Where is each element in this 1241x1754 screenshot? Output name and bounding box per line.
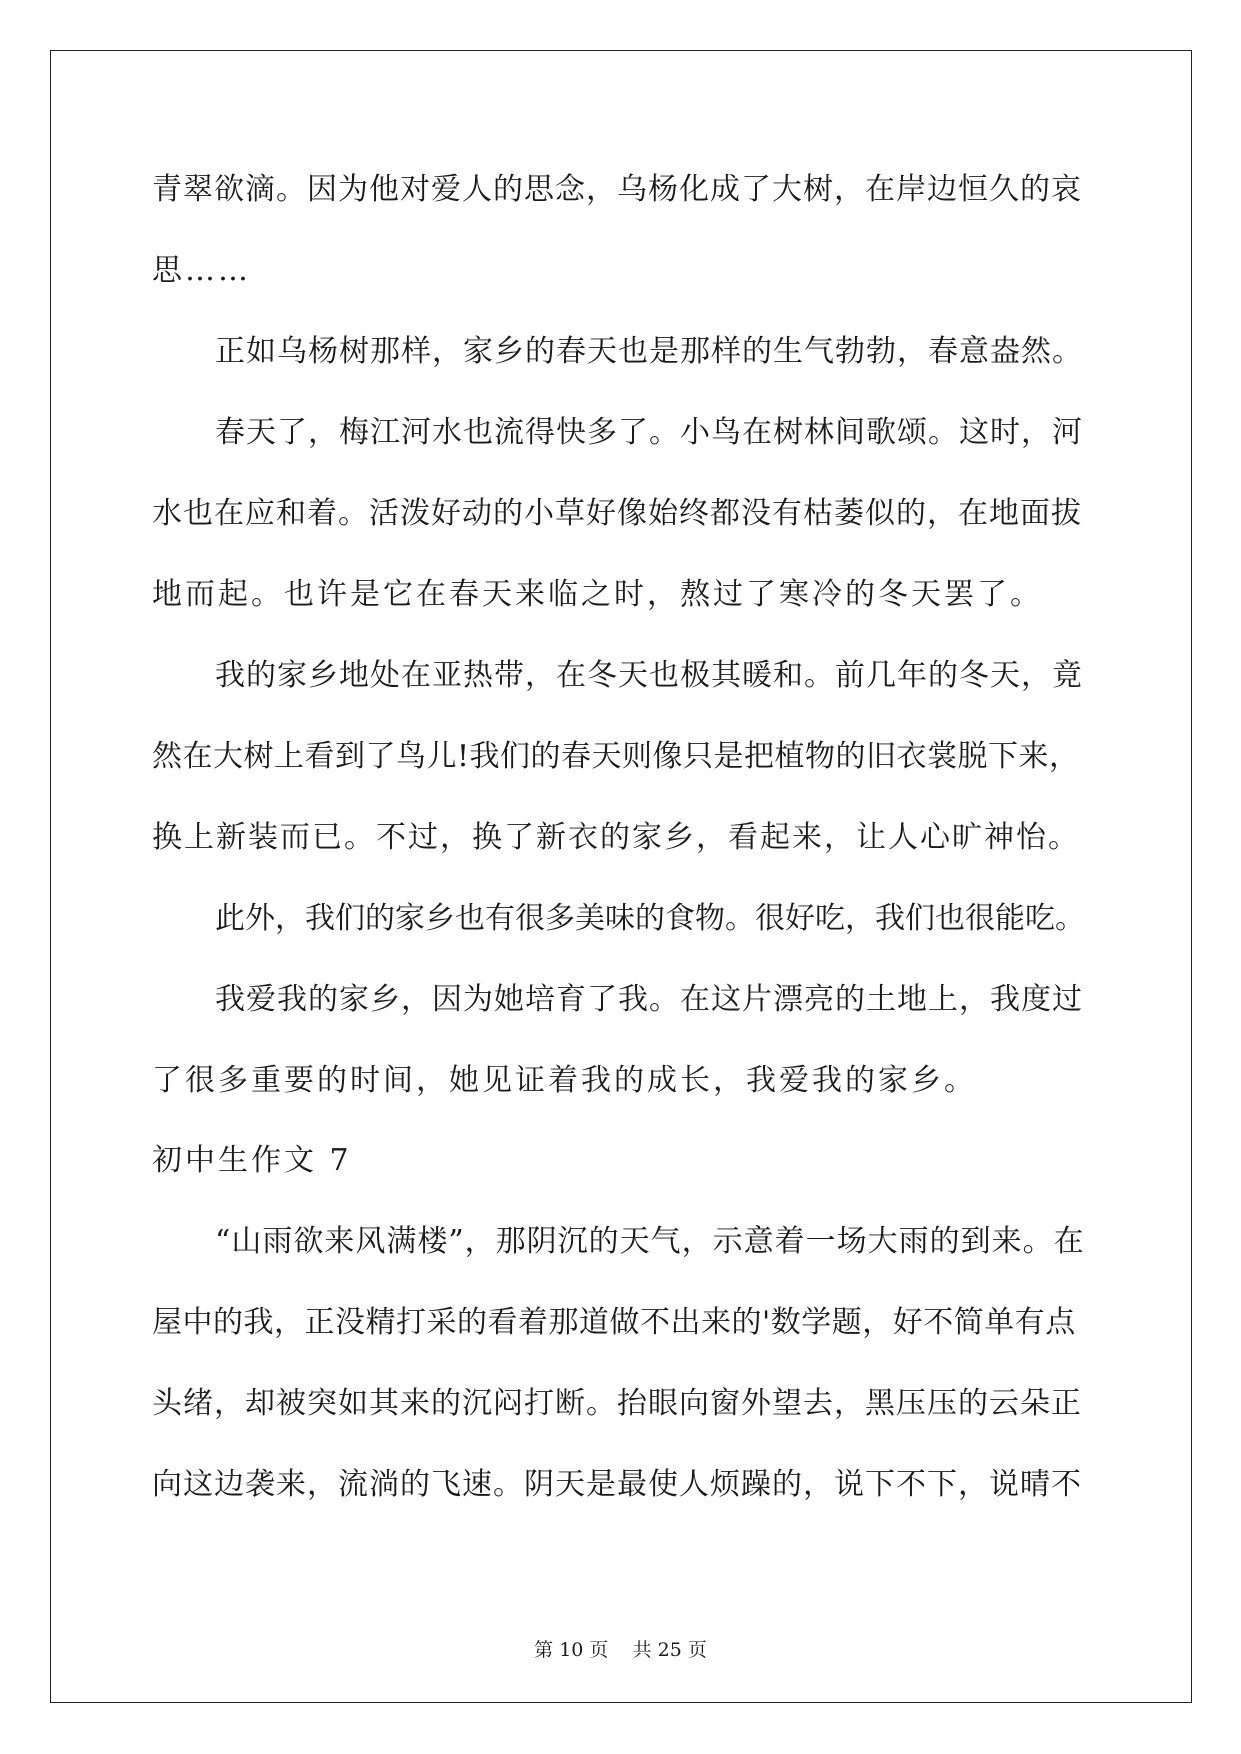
page-border: [50, 50, 1192, 1703]
text-line: 青翠欲滴。因为他对爱人的思念，乌杨化成了大树，在岸边恒久的哀: [152, 172, 1082, 207]
text-line: 头绪，却被突如其来的沉闷打断。抬眼向窗外望去，黑压压的云朵正: [152, 1386, 1082, 1421]
text-line: “山雨欲来风满楼”，那阴沉的天气，示意着一场大雨的到来。在: [215, 1224, 1085, 1259]
page-number-footer: 第 10 页 共 25 页: [534, 1639, 707, 1661]
text-line: 我的家乡地处在亚热带，在冬天也极其暖和。前几年的冬天，竟: [215, 658, 1083, 693]
text-line: 思……: [152, 253, 251, 288]
text-line: 换上新装而已。不过，换了新衣的家乡，看起来，让人心旷神怡。: [152, 820, 1080, 855]
text-line: 水也在应和着。活泼好动的小草好像始终都没有枯萎似的，在地面拔: [152, 496, 1082, 531]
text-line: 屋中的我，正没精打采的看着那道做不出来的'数学题，好不简单有点: [152, 1305, 1076, 1340]
text-line: 地而起。也许是它在春天来临之时，熬过了寒冷的冬天罢了。: [152, 577, 1043, 612]
section-heading: 初中生作文 7: [152, 1143, 352, 1178]
text-line: 我爱我的家乡，因为她培育了我。在这片漂亮的土地上，我度过: [215, 982, 1083, 1017]
text-line: 了很多重要的时间，她见证着我的成长，我爱我的家乡。: [152, 1063, 977, 1098]
text-line: 此外，我们的家乡也有很多美味的食物。很好吃，我们也很能吃。: [215, 901, 1085, 936]
text-line: 春天了，梅江河水也流得快多了。小鸟在树林间歌颂。这时，河: [215, 415, 1083, 450]
text-line: 向这边袭来，流淌的飞速。阴天是最使人烦躁的，说下不下，说晴不: [152, 1467, 1082, 1502]
text-line: 正如乌杨树那样，家乡的春天也是那样的生气勃勃，春意盎然。: [215, 334, 1083, 369]
text-line: 然在大树上看到了鸟儿!我们的春天则像只是把植物的旧衣裳脱下来，: [152, 739, 1080, 774]
